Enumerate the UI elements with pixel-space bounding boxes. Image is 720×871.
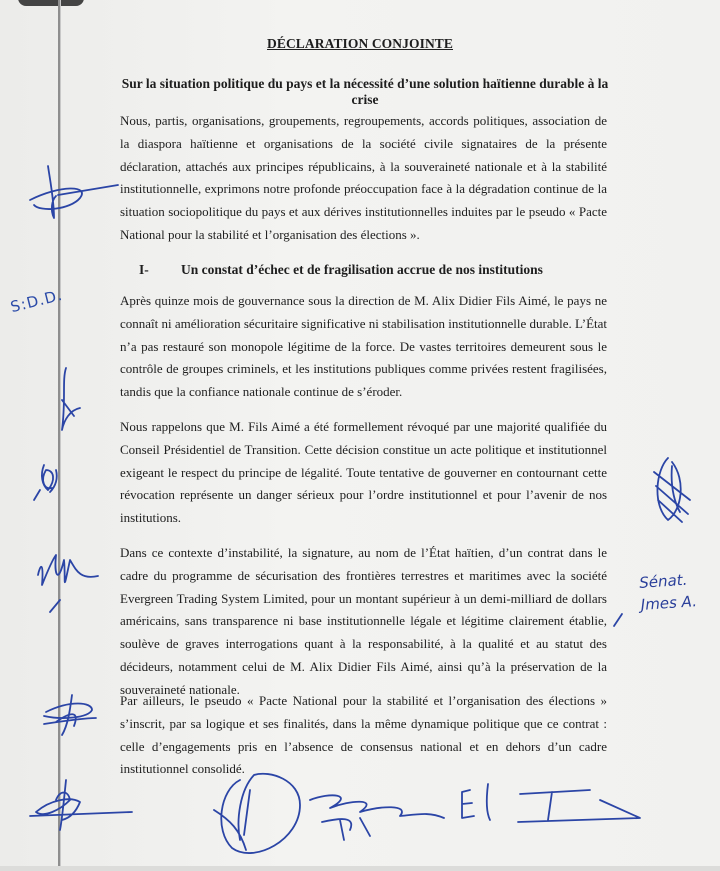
paragraph-pacte: Par ailleurs, le pseudo « Pacte National pour la stabilité et l’organisation des élections » s’inscrit, par sa logique et ses finalités, dans la même dynamique politique que ce contrat : celle d’engagements pris en l’absence de consensus national et en dehors d’un cadre institutionnel consolidé. (120, 693, 607, 777)
signature-11 (654, 458, 690, 522)
note-line-1: Sénat. (638, 570, 688, 592)
signature-1 (30, 166, 118, 218)
page-bottom-edge (0, 866, 720, 871)
paragraph-contract: Dans ce contexte d’instabilité, la signature, au nom de l’État haïtien, d’un contrat dans le cadre du programme de sécurisation des frontières terrestres et maritimes avec la société Evergreen Trading System Limited, pour un montant supérieur à un demi-milliard de dollars américains, sans transparence ni base institutionnelle légale et légitime clairement établie, soulève de graves interrogations quant à la responsabilité, à la qualité et au statut des décideurs, notamment celui de M. Alix Didier Fils Aimé, ainsi qu’à la préservation de la souveraineté nationale. (120, 545, 607, 697)
signature-6 (30, 780, 132, 830)
signature-2 (62, 368, 80, 430)
document-title: DÉCLARATION CONJOINTE (267, 36, 453, 51)
signature-3 (34, 465, 57, 500)
signature-8 (310, 795, 444, 840)
paragraph-intro: Nous, partis, organisations, groupements, regroupements, accords politiques, association de la diaspora haïtienne et organisations de la société civile signataires de la présente déclaration, attachés aux principes républicains, à la souveraineté nationale et à la stabilité institutionnelle, exprimons notre profonde préoccupation face à la dégradation continue de la situation sociopolitique du pays et aux dérives institutionnelles induites par le pseudo « Pacte National pour la stabilité et l’organisation des élections ». (120, 113, 607, 242)
paragraph-revocation: Nous rappelons que M. Fils Aimé a été formellement révoqué par une majorité qualifiée du Conseil Présidentiel de Transition. Cette décision constitue un acte politique et institutionnel exigeant le respect du principe de légalité. Toute tentative de gouverner en contournant cette révocation représente un danger sérieux pour l’ordre institutionnel et pour l’avenir de nos institutions. (120, 419, 607, 526)
note-stroke (614, 614, 622, 626)
signature-9 (462, 784, 490, 820)
section-number: I- (139, 262, 149, 277)
signature-7 (214, 774, 300, 853)
signature-10 (518, 790, 640, 822)
note-line-2: Jmes A. (640, 592, 698, 614)
signature-4 (38, 555, 98, 612)
section-title: Un constat d’échec et de fragilisation accrue de nos institutions (181, 262, 543, 277)
document-subtitle: Sur la situation politique du pays et la nécessité d’une solution haïtienne durable à la crise (121, 76, 609, 107)
margin-initials-sdd: S:D.D. (8, 285, 65, 317)
paragraph-constat: Après quinze mois de gouvernance sous la direction de M. Alix Didier Fils Aimé, le pays ne connaît ni amélioration sécuritaire significative ni stabilisation institutionnelle durable. L’État n’a pas restauré son monopole légitime de la force. De vastes territoires demeurent sous le contrôle de groupes criminels, et les institutions publiques comme privées restent fragilisées, tandis que la confiance nationale continue de s’éroder. (120, 293, 607, 400)
signature-5 (44, 695, 96, 735)
